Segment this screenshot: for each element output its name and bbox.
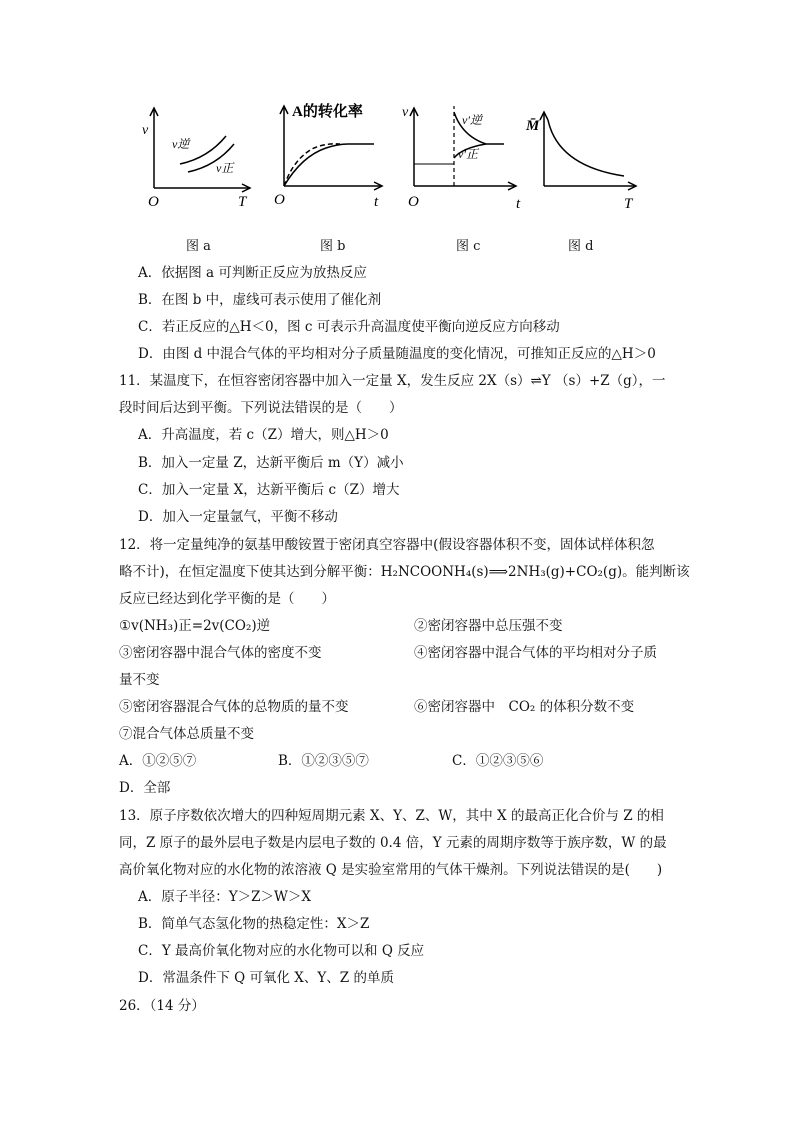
q11-option-a: A．升高温度，若 c（Z）增大，则△H＞0 [138,427,389,443]
fig-c-caption: 图 c [456,239,481,254]
q13-option-a: A．原子半径：Y＞Z＞W＞X [138,889,312,905]
fig-d-xlabel: T [624,196,633,212]
q11-stem-line1: 11．某温度下，在恒容密闭容器中加入一定量 X，发生反应 2X（s）⇌Y （s）+Z（g），一 [119,373,666,389]
q10-option-d: D．由图 d 中混合气体的平均相对分子质量随温度的变化情况，可推知正反应的△H＞0 [138,346,656,362]
q13-option-d: D．常温条件下 Q 可氧化 X、Y、Z 的单质 [138,970,394,986]
q13-stem-line1: 13．原子序数依次增大的四种短周期元素 X、Y、Z、W，其中 X 的最高正化合价与 Z 的相 [119,808,664,824]
q12-option-a: A．①②⑤⑦ [119,753,197,769]
q12-option-c: C．①②③⑤⑥ [452,753,544,769]
q13-option-c: C．Y 最高价氧化物对应的水化物可以和 Q 反应 [138,943,425,959]
fig-a-origin: O [148,194,159,210]
q12-item-7: ⑦混合气体总质量不变 [119,726,254,742]
fig-a-xlabel: T [238,194,247,210]
fig-a-caption: 图 a [186,239,211,254]
q12-item-1: ①v(NH₃)正=2v(CO₂)逆 [119,618,271,634]
q13-stem-line2: 同，Z 原子的最外层电子数是内层电子数的 0.4 倍，Y 元素的周期序数等于族序数，W 的最 [119,835,667,851]
fig-b-caption: 图 b [320,239,346,254]
q26-label: 26．（14 分） [119,998,205,1014]
q12-option-d: D．全部 [119,780,171,796]
q12-item-3: ③密闭容器中混合气体的密度不变 [119,645,322,661]
figure-d [520,104,645,214]
q13-stem-line3: 高价氧化物对应的水化物的浓溶液 Q 是实验室常用的气体干燥剂。下列说法错误的是( ) [119,862,663,878]
q10-option-b: B．在图 b 中，虚线可表示使用了催化剂 [138,292,382,308]
q10-option-c: C．若正反应的△H＜0，图 c 可表示升高温度使平衡向逆反应方向移动 [138,319,560,335]
fig-c-curve2: v′正 [458,147,478,161]
fig-a-curve2: v正 [216,161,234,175]
fig-c-origin: O [408,194,419,210]
fig-c-ylabel: v [402,105,409,120]
figure-b [270,98,390,210]
q11-option-d: D．加入一定量氩气，平衡不移动 [138,509,338,525]
fig-c-xlabel: t [516,196,521,212]
q11-option-b: B．加入一定量 Z，达新平衡后 m（Y）减小 [138,455,404,471]
figure-a [138,100,258,210]
q11-stem-line2: 段时间后达到平衡。下列说法错误的是（ ） [119,400,403,416]
fig-a-ylabel: v [142,123,149,138]
q12-item-6: ⑥密闭容器中 CO₂ 的体积分数不变 [414,699,635,715]
fig-a-curve1: v逆 [172,137,190,151]
q12-stem-line1: 12．将一定量纯净的氨基甲酸铵置于密闭真空容器中(假设容器体积不变，固体试样体积忽 [119,537,655,553]
q12-option-b: B．①②③⑤⑦ [278,753,369,769]
fig-d-ylabel: M̄ [526,118,540,134]
q12-item-2: ②密闭容器中总压强不变 [414,618,563,634]
q11-option-c: C．加入一定量 X，达新平衡后 c（Z）增大 [138,482,400,498]
q12-item-5: ⑤密闭容器混合气体的总物质的量不变 [119,699,349,715]
q12-item-4-cont: 量不变 [119,672,160,688]
q12-stem-line3: 反应已经达到化学平衡的是（ ） [119,591,335,607]
fig-c-curve1: v′逆 [462,113,482,127]
q12-stem-line2: 略不计)，在恒定温度下使其达到分解平衡：H₂NCOONH₄(s)⟹2NH₃(g)+CO₂(g)。能判断该 [119,564,690,580]
fig-d-caption: 图 d [568,239,594,254]
q10-option-a: A．依据图 a 可判断正反应为放热反应 [138,265,367,281]
fig-b-title: A的转化率 [292,104,363,120]
q12-item-4: ④密闭容器中混合气体的平均相对分子质 [414,645,657,661]
fig-b-origin: O [274,192,285,208]
q13-option-b: B．简单气态氢化物的热稳定性：X＞Z [138,916,370,932]
figure-c [398,100,528,212]
fig-b-xlabel: t [374,194,379,210]
